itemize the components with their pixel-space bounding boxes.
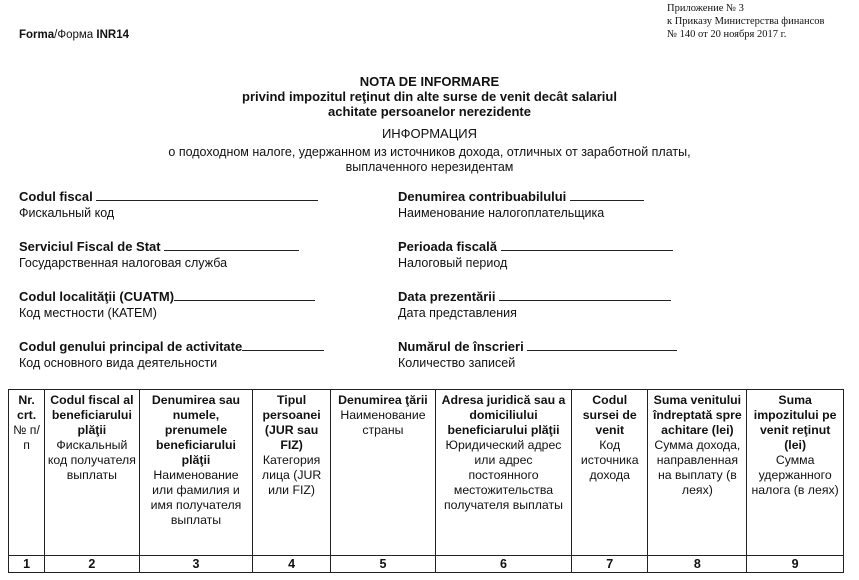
field-label: Denumirea contribuabilului xyxy=(398,189,567,204)
column-header-ru: Юридический адрес или адрес постоянного местожительства получателя выплаты xyxy=(444,438,563,512)
field-label: Codul localităţii (CUATM) xyxy=(19,289,175,304)
column-header xyxy=(253,390,331,556)
column-number: 1 xyxy=(9,556,45,573)
fill-line[interactable] xyxy=(96,188,318,201)
column-header xyxy=(571,390,647,556)
annex-reference xyxy=(667,2,857,41)
field-taxpayer-name xyxy=(398,188,644,222)
fill-line[interactable] xyxy=(527,338,677,351)
column-number: 9 xyxy=(747,556,844,573)
fill-line[interactable] xyxy=(242,338,324,351)
column-number: 8 xyxy=(648,556,747,573)
column-header-ro: Denumirea sau numele, prenumele beneficiarului plăţii xyxy=(151,393,241,467)
column-header-ro: Codul sursei de venit xyxy=(582,393,637,437)
column-header-ru: Наименование страны xyxy=(340,408,426,437)
column-header-ru: Фискальный код получателя выплаты xyxy=(47,438,136,482)
document-subtitle-ru: о подоходном налоге, удержанном из источников дохода, отличных от заработной платы, xyxy=(168,145,691,159)
field-label-ru: Государственная налоговая служба xyxy=(19,256,228,270)
field-label: Codul genului principal de activitate xyxy=(19,339,243,354)
field-label-ru: Налоговый период xyxy=(398,256,508,270)
column-number-row xyxy=(9,556,844,573)
column-header-ro: Nr. crt. xyxy=(16,393,37,422)
field-label: Perioada fiscală xyxy=(398,239,497,254)
field-label-ru: Дата представления xyxy=(398,306,517,320)
column-header-ru: № п/п xyxy=(13,423,40,452)
column-number: 2 xyxy=(45,556,140,573)
document-subtitle: achitate persoanelor nerezidente xyxy=(327,104,531,119)
column-header-ru: Сумма удержанного налога (в леях) xyxy=(751,453,839,497)
field-locality-code xyxy=(19,288,315,322)
column-header-ro: Codul fiscal al beneficiarului plăţii xyxy=(50,393,134,437)
table-header-row xyxy=(9,390,844,556)
column-header-ru: Категория лица (JUR или FIZ) xyxy=(261,453,322,497)
fill-line[interactable] xyxy=(164,238,299,251)
column-header-ro: Suma venitului îndreptată spre achitare (lei) xyxy=(652,393,742,437)
fill-line[interactable] xyxy=(174,288,315,301)
column-header xyxy=(45,390,140,556)
form-label-ro: Forma xyxy=(19,29,55,41)
document-subtitle: privind impozitul reţinut din alte surse de venit decât salariul xyxy=(242,89,617,104)
annex-line: № 140 от 20 ноября 2017 г. xyxy=(667,29,787,40)
column-header-ro: Denumirea ţării xyxy=(338,393,428,407)
column-number: 6 xyxy=(436,556,572,573)
field-label-ru: Наименование налогоплательщика xyxy=(398,206,605,220)
field-records-count xyxy=(398,338,677,372)
annex-line: Приложение № 3 xyxy=(667,3,744,14)
column-number: 5 xyxy=(330,556,435,573)
column-number: 7 xyxy=(571,556,647,573)
document-subtitle-ru: выплаченного нерезидентам xyxy=(345,160,514,174)
fill-line[interactable] xyxy=(570,188,644,201)
column-header xyxy=(139,390,253,556)
records-table xyxy=(8,389,844,573)
form-code xyxy=(19,29,129,41)
field-label-ru: Код местности (КАТЕМ) xyxy=(19,306,157,320)
document-title: NOTA DE INFORMARE xyxy=(359,74,500,89)
column-header xyxy=(436,390,572,556)
column-header xyxy=(330,390,435,556)
field-fiscal-period xyxy=(398,238,673,272)
field-fiscal-code xyxy=(19,188,318,222)
field-label: Codul fiscal xyxy=(19,189,93,204)
field-tax-service xyxy=(19,238,299,272)
field-label-ru: Фискальный код xyxy=(19,206,115,220)
form-code-value: INR14 xyxy=(96,29,129,41)
column-number: 4 xyxy=(253,556,331,573)
fill-line[interactable] xyxy=(501,238,673,251)
column-header xyxy=(9,390,45,556)
column-header-ro: Suma impozitului pe venit reţinut (lei) xyxy=(753,393,837,452)
column-header-ru: Сумма дохода, направленная на выплату (в леях) xyxy=(654,438,741,497)
column-header xyxy=(648,390,747,556)
field-label: Serviciul Fiscal de Stat xyxy=(19,239,161,254)
field-label-ru: Количество записей xyxy=(398,356,516,370)
column-number: 3 xyxy=(139,556,253,573)
field-label: Data prezentării xyxy=(398,289,496,304)
field-activity-code xyxy=(19,338,324,372)
column-header-ro: Tipul persoanei (JUR sau FIZ) xyxy=(262,393,321,452)
column-header xyxy=(747,390,844,556)
column-header-ru: Наименование или фамилия и имя получателя выплаты xyxy=(150,468,242,527)
form-label-sep: /Форма xyxy=(54,29,97,41)
field-label-ru: Код основного вида деятельности xyxy=(19,356,218,370)
column-header-ro: Adresa juridică sau a domiciliului beneficiarului plăţii xyxy=(441,393,566,437)
fill-line[interactable] xyxy=(499,288,671,301)
column-header-ru: Код источника дохода xyxy=(580,438,639,482)
document-title-ru: ИНФОРМАЦИЯ xyxy=(381,126,478,141)
field-submission-date xyxy=(398,288,671,322)
field-label: Numărul de înscrieri xyxy=(398,339,524,354)
annex-line: к Приказу Министерства финансов xyxy=(667,16,825,27)
